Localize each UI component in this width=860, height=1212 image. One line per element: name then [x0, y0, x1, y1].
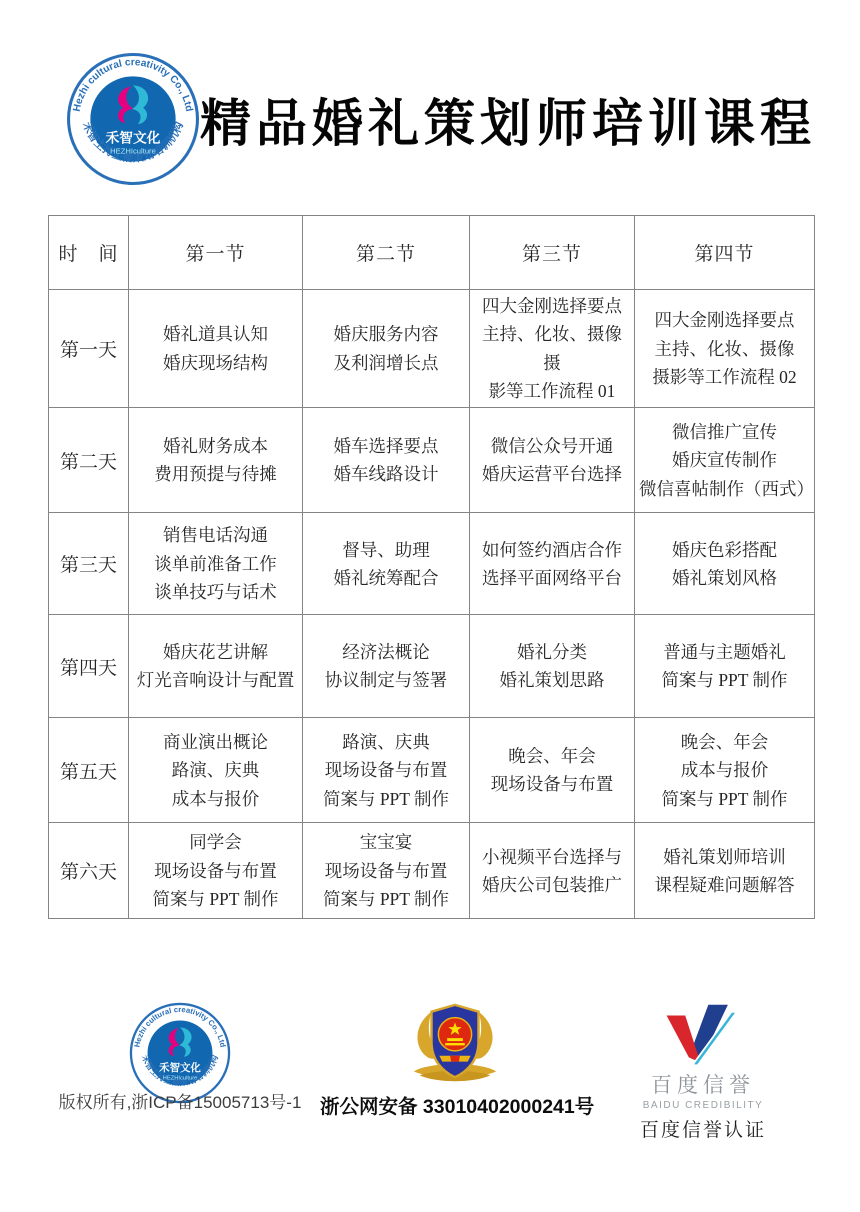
baidu-credibility-en-label: BAIDU CREDIBILITY — [642, 1100, 764, 1111]
course-cell: 婚车选择要点 婚车线路设计 — [303, 408, 470, 513]
course-cell: 晚会、年会 现场设备与布置 — [470, 718, 635, 823]
course-cell: 婚庆服务内容 及利润增长点 — [303, 290, 470, 408]
table-header-row — [49, 216, 815, 290]
course-cell: 普通与主题婚礼 简案与 PPT 制作 — [635, 615, 815, 718]
table-row-day4 — [49, 615, 815, 718]
baidu-credibility-block — [628, 1003, 778, 1142]
course-cell: 四大金刚选择要点 主持、化妆、摄像 摄影等工作流程 02 — [635, 290, 815, 408]
table-row-day2 — [49, 408, 815, 513]
day-label: 第一天 — [49, 290, 129, 408]
course-table — [48, 215, 815, 919]
day-label: 第六天 — [49, 823, 129, 919]
col-header-time: 时 间 — [49, 216, 129, 290]
baidu-credibility-icon — [657, 1003, 749, 1067]
course-cell: 商业演出概论 路演、庆典 成本与报价 — [129, 718, 303, 823]
course-cell: 微信推广宣传 婚庆宣传制作 微信喜帖制作（西式） — [635, 408, 815, 513]
course-cell: 微信公众号开通 婚庆运营平台选择 — [470, 408, 635, 513]
day-label: 第五天 — [49, 718, 129, 823]
table-row-day3 — [49, 513, 815, 615]
baidu-credibility-cn-label: 百度信誉 — [651, 1074, 755, 1097]
course-cell: 晚会、年会 成本与报价 简案与 PPT 制作 — [635, 718, 815, 823]
police-record-text: 浙公网安备 33010402000241号 — [320, 1096, 595, 1118]
course-cell: 婚礼分类 婚礼策划思路 — [470, 615, 635, 718]
col-header-section-2: 第二节 — [303, 216, 470, 290]
page-title: 精品婚礼策划师培训课程 — [200, 97, 817, 153]
col-header-section-3: 第三节 — [470, 216, 635, 290]
course-cell: 婚庆花艺讲解 灯光音响设计与配置 — [129, 615, 303, 718]
course-cell: 婚礼道具认知 婚庆现场结构 — [129, 290, 303, 408]
course-cell: 婚礼策划师培训 课程疑难问题解答 — [635, 823, 815, 919]
day-label: 第四天 — [49, 615, 129, 718]
table-row-day5 — [49, 718, 815, 823]
course-cell: 四大金刚选择要点 主持、化妆、摄像摄 影等工作流程 01 — [470, 290, 635, 408]
hezhi-logo-icon — [66, 52, 200, 186]
table-row-day1 — [49, 290, 815, 408]
header — [66, 50, 816, 188]
course-cell: 同学会 现场设备与布置 简案与 PPT 制作 — [129, 823, 303, 919]
table-row-day6 — [49, 823, 815, 919]
day-label: 第三天 — [49, 513, 129, 615]
course-cell: 督导、助理 婚礼统筹配合 — [303, 513, 470, 615]
course-cell: 小视频平台选择与 婚庆公司包装推广 — [470, 823, 635, 919]
course-cell: 销售电话沟通 谈单前准备工作 谈单技巧与话术 — [129, 513, 303, 615]
day-label: 第二天 — [49, 408, 129, 513]
course-cell: 婚礼财务成本 费用预提与待摊 — [129, 408, 303, 513]
baidu-certification-label: 百度信誉认证 — [639, 1120, 766, 1141]
col-header-section-4: 第四节 — [635, 216, 815, 290]
col-header-section-1: 第一节 — [129, 216, 303, 290]
course-cell: 经济法概论 协议制定与签署 — [303, 615, 470, 718]
course-cell: 宝宝宴 现场设备与布置 简案与 PPT 制作 — [303, 823, 470, 919]
icp-record-text: 版权所有,浙ICP备15005713号-1 — [58, 1093, 302, 1112]
course-cell: 路演、庆典 现场设备与布置 简案与 PPT 制作 — [303, 718, 470, 823]
police-badge-icon — [406, 999, 504, 1091]
course-cell: 如何签约酒店合作 选择平面网络平台 — [470, 513, 635, 615]
course-cell: 婚庆色彩搭配 婚礼策划风格 — [635, 513, 815, 615]
